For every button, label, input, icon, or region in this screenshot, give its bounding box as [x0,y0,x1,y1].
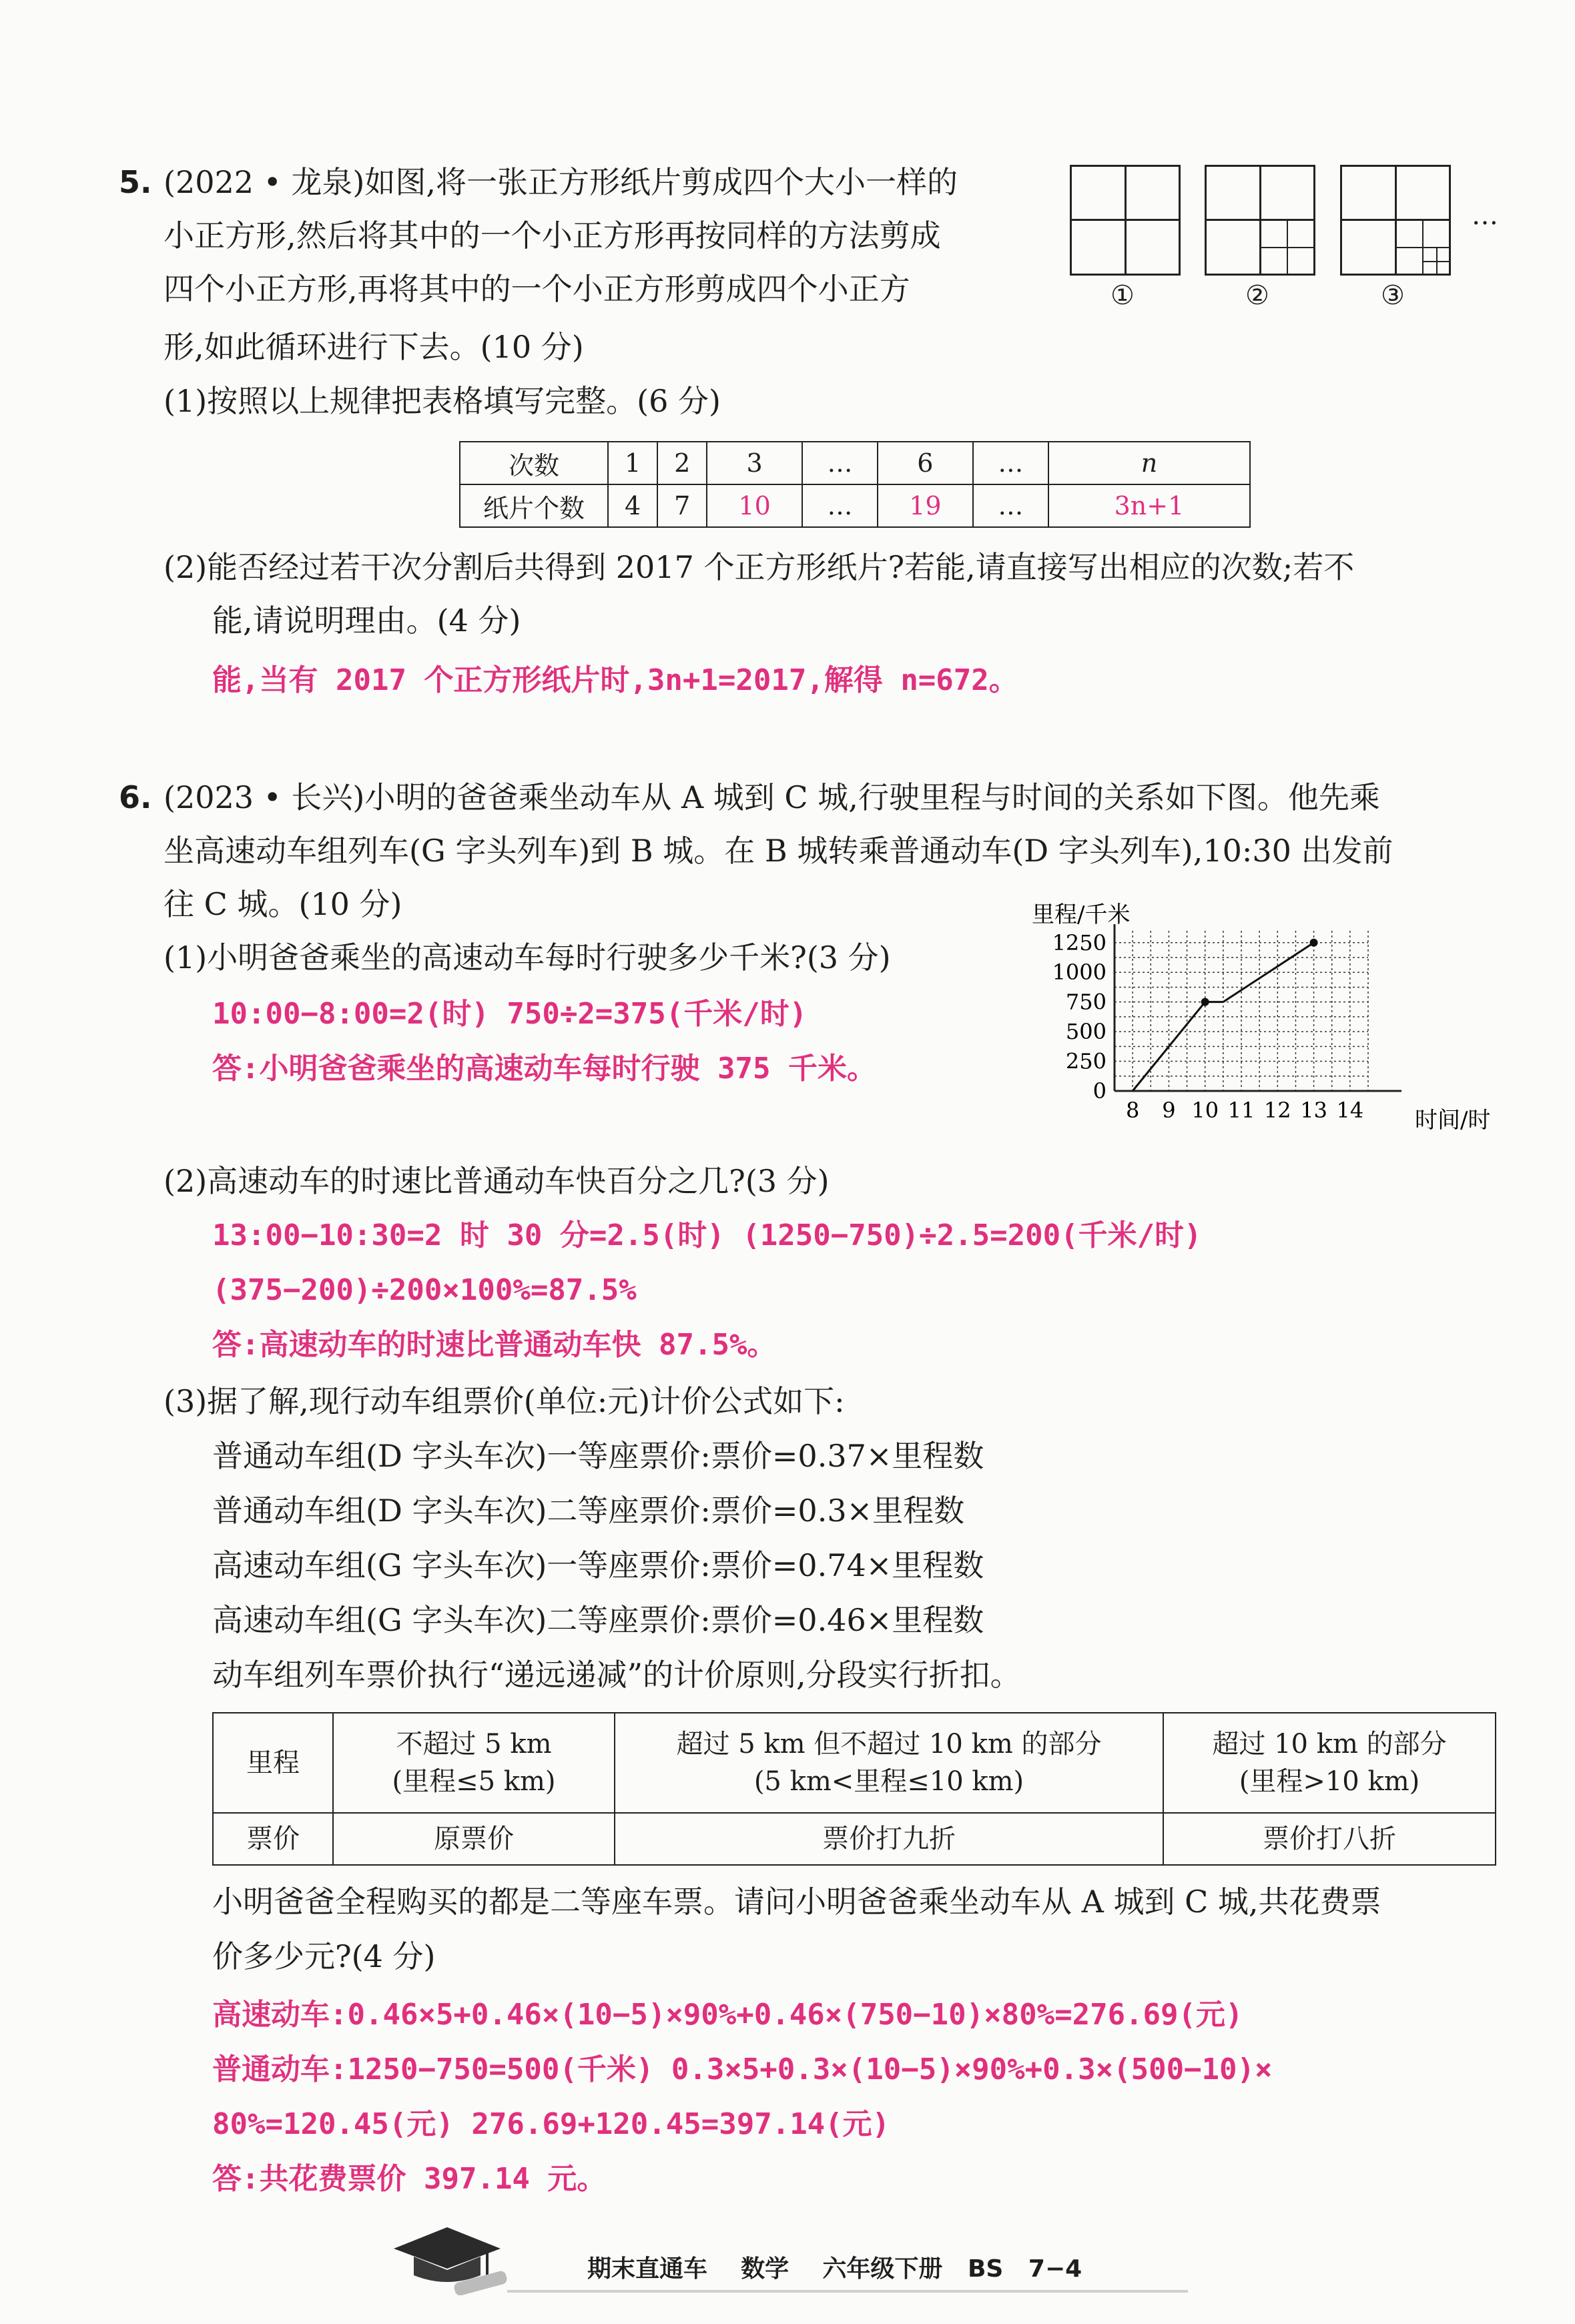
q5-number: 5. [119,164,152,200]
x-tick-label: 8 [1125,1098,1140,1123]
cell: 6 [878,442,973,484]
fare-formula-4: 高速动车组(G 字头车次)二等座票价:票价=0.46×里程数 [212,1602,984,1638]
q5-pattern-table [459,441,1251,528]
figure-label-2: ② [1245,280,1269,311]
q6-answer-1-text: 答:小明爸爸乘坐的高速动车每时行驶 375 千米。 [212,1052,876,1086]
y-tick-label: 750 [1065,989,1107,1015]
y-tick-label: 250 [1065,1048,1107,1074]
q5-line-2: 小正方形,然后将其中的一个小正方形再按同样的方法剪成 [164,218,941,254]
q6-part3-intro: (3)据了解,现行动车组票价(单位:元)计价公式如下: [164,1383,845,1419]
footer-page: 7−4 [1028,2255,1082,2283]
x-tick-label: 11 [1227,1098,1255,1123]
q6-part1: (1)小明爸爸乘坐的高速动车每时行驶多少千米?(3 分) [164,939,891,976]
answer-cell: 3n+1 [1048,484,1250,527]
cell: 次数 [460,442,608,484]
q5-part2-line-1: (2)能否经过若干次分割后共得到 2017 个正方形纸片?若能,请直接写出相应的次数;若不 [164,549,1355,585]
header-mileage: 里程 [213,1713,333,1813]
q5-part1: (1)按照以上规律把表格填写完整。(6 分) [164,383,721,419]
q6-answer-3-line-3: 80%=120.45(元) 276.69+120.45=397.14(元) [212,2107,890,2141]
q6-answer-3-text: 答:共花费票价 397.14 元。 [212,2162,607,2196]
q5-part2-line-2: 能,请说明理由。(4 分) [212,603,521,639]
q6-answer-2-calc-1: 13:00−10:30=2 时 30 分=2.5(时) (1250−750)÷2.5=200(千米/时) [212,1218,1202,1252]
q6-answer-1-calc: 10:00−8:00=2(时) 750÷2=375(千米/时) [212,997,808,1031]
cell: … [973,442,1048,484]
y-tick-label: 500 [1065,1019,1107,1045]
q6-part3-question-2: 价多少元?(4 分) [212,1938,436,1974]
y-axis-label: 里程/千米 [1032,901,1131,928]
header-tier-3: 超过 10 km 的部分 (里程>10 km) [1163,1713,1496,1813]
graduation-cap-icon [380,2222,514,2295]
x-tick-label: 14 [1336,1098,1364,1123]
cell: 3 [707,442,802,484]
q5-line-3: 四个小正方形,再将其中的一个小正方形剪成四个小正方 [164,271,910,307]
data-point [1201,998,1209,1006]
row-fare-label: 票价 [213,1813,333,1865]
data-point [1310,939,1318,947]
cell: 纸片个数 [460,484,608,527]
x-tick-label: 12 [1263,1098,1291,1123]
fare-discount-table [212,1712,1496,1866]
fare-tier-2: 票价打九折 [615,1813,1163,1865]
cell: 7 [657,484,707,527]
fare-formula-1: 普通动车组(D 字头车次)一等座票价:票价=0.37×里程数 [212,1438,984,1474]
mileage-time-chart [994,894,1515,1148]
q6-number: 6. [119,779,152,815]
q6-line-3: 往 C 城。(10 分) [164,886,402,922]
q6-part3-question-1: 小明爸爸全程购买的都是二等座车票。请问小明爸爸乘坐动车从 A 城到 C 城,共花费票 [212,1884,1381,1920]
footer [587,2250,1082,2284]
footer-subject: 数学 [741,2255,790,2283]
y-tick-label: 1000 [1052,959,1107,986]
q6-line-1: (2023 • 长兴)小明的爸爸乘坐动车从 A 城到 C 城,行驶里程与时间的关系如下图。他先乘 [164,779,1380,815]
x-tick-label: 10 [1191,1098,1219,1123]
fare-formula-2: 普通动车组(D 字头车次)二等座票价:票价=0.3×里程数 [212,1493,965,1529]
y-tick-label: 0 [1092,1078,1107,1104]
q5-answer-2: 能,当有 2017 个正方形纸片时,3n+1=2017,解得 n=672。 [212,663,1018,697]
figure-label-1: ① [1111,280,1135,311]
q5-line-4: 形,如此循环进行下去。(10 分) [164,329,584,365]
footer-rule [507,2290,1188,2293]
q6-answer-2-text: 答:高速动车的时速比普通动车快 87.5%。 [212,1328,777,1362]
x-axis-label: 时间/时 [1415,1107,1491,1134]
cell: … [802,484,878,527]
cell: n [1048,442,1250,484]
q5-line-1: (2022 • 龙泉)如图,将一张正方形纸片剪成四个大小一样的 [164,164,958,200]
cell: 2 [657,442,707,484]
cell: 1 [608,442,657,484]
q6-part2: (2)高速动车的时速比普通动车快百分之几?(3 分) [164,1163,830,1199]
x-tick-label: 13 [1300,1098,1327,1123]
cell: … [973,484,1048,527]
cell: 4 [608,484,657,527]
cell: … [802,442,878,484]
q6-answer-3-line-1: 高速动车:0.46×5+0.46×(10−5)×90%+0.46×(750−10)×80%=276.69(元) [212,1998,1243,2032]
footer-book: 期末直通车 [587,2255,708,2283]
fare-formula-3: 高速动车组(G 字头车次)一等座票价:票价=0.74×里程数 [212,1547,984,1583]
q6-line-2: 坐高速动车组列车(G 字头列车)到 B 城。在 B 城转乘普通动车(D 字头列车),10:30 出发前 [164,833,1393,869]
x-tick-label: 9 [1162,1098,1176,1123]
footer-grade: 六年级下册 [822,2255,943,2283]
header-tier-1: 不超过 5 km (里程≤5 km) [333,1713,615,1813]
fare-tier-1: 原票价 [333,1813,615,1865]
footer-edition: BS [967,2255,1004,2283]
figure-label-3: ③ [1381,280,1405,311]
y-tick-label: 1250 [1052,929,1107,955]
fare-principle: 动车组列车票价执行“递远递减”的计价原则,分段实行折扣。 [212,1657,1021,1693]
figure-ellipsis: … [1472,200,1498,231]
fare-tier-3: 票价打八折 [1163,1813,1496,1865]
answer-cell: 10 [707,484,802,527]
q6-answer-2-calc-2: (375−200)÷200×100%=87.5% [212,1273,637,1307]
answer-cell: 19 [878,484,973,527]
header-tier-2: 超过 5 km 但不超过 10 km 的部分 (5 km<里程≤10 km) [615,1713,1163,1813]
q6-answer-3-line-2: 普通动车:1250−750=500(千米) 0.3×5+0.3×(10−5)×90%+0.3×(500−10)× [212,2052,1273,2086]
